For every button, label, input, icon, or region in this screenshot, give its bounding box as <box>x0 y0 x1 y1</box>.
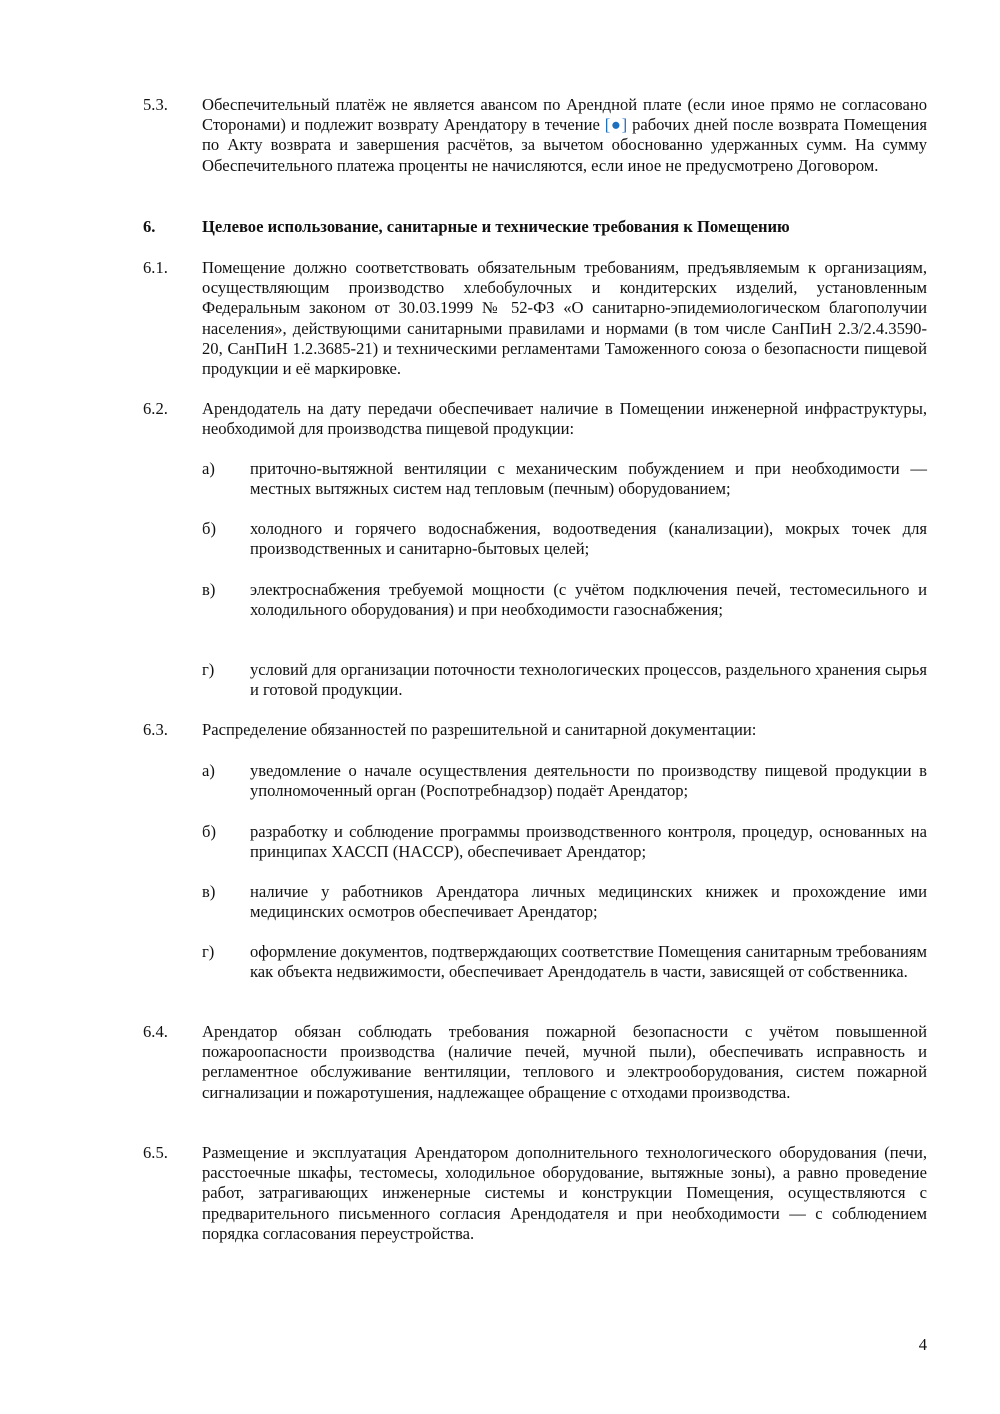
clause-number: 6.3. <box>143 720 168 739</box>
item-text: наличие у работников Арендатора личных медицинских книжек и прохождение ими медицинских осмотров обеспечивает Арендатор; <box>250 882 927 922</box>
clause-text: Помещение должно соответствовать обязательным требованиям, предъявляемым к организациям, осуществляющим производство хлебобулочных и кондитерских изделий, установленным Федеральным законом от 30.03.1999 № 52-ФЗ «О санитарно-эпидемиологическом благополучии населения», действующими санитарными правилами и нормами (в том числе СанПиН 2.3/2.4.3590-20, СанПиН 1.2.3685-21) и техническими регламентами Таможенного союза о безопасности пищевой продукции и её маркировке. <box>202 258 927 379</box>
list-item-6-3-b <box>202 822 927 862</box>
clause-text: Арендодатель на дату передачи обеспечивает наличие в Помещении инженерной инфраструктуры, необходимой для производства пищевой продукции: <box>202 399 927 439</box>
item-text: холодного и горячего водоснабжения, водоотведения (канализации), мокрых точек для производственных и санитарно-бытовых целей; <box>250 519 927 559</box>
clause-text: Обеспечительный платёж не является авансом по Арендной плате (если иное прямо не согласовано Сторонами) и подлежит возврату Арендатору в течение [●] рабочих дней после возврата Помещения по Акту возврата и завершения расчётов, за вычетом обоснованно удержанных сумм. На сумму Обеспечительного платежа проценты не начисляются, если иное не предусмотрено Договором. <box>202 95 928 175</box>
list-item-6-2-b <box>202 519 927 559</box>
clause-number: 6.5. <box>143 1143 168 1162</box>
item-letter: б) <box>202 519 216 538</box>
placeholder-days: [●] <box>604 115 628 135</box>
item-letter: г) <box>202 660 215 679</box>
clause-text: Распределение обязанностей по разрешительной и санитарной документации: <box>202 720 757 739</box>
section-number: 6. <box>143 217 156 236</box>
list-item-6-2-c <box>202 580 927 620</box>
item-text: приточно-вытяжной вентиляции с механическим побуждением и при необходимости — местных вытяжных систем над тепловым (печным) оборудованием; <box>250 459 927 499</box>
page-number: 4 <box>918 1335 927 1354</box>
clause-number: 5.3. <box>143 95 168 114</box>
clause-number: 6.4. <box>143 1022 168 1041</box>
list-item-6-2-a <box>202 459 927 499</box>
clause-text: Размещение и эксплуатация Арендатором дополнительного технологического оборудования (печи, расстоечные шкафы, тестомесы, холодильное оборудование, вытяжные зоны), а равно проведение работ, затрагивающих инженерные системы и конструкции Помещения, осуществляются с предварительного письменного согласия Арендодателя и при необходимости — с соблюдением порядка согласования переустройства. <box>202 1143 927 1243</box>
clause-text: Арендатор обязан соблюдать требования пожарной безопасности с учётом повышенной пожароопасности производства (наличие печей, мучной пыли), обеспечивать исправность и регламентное обслуживание вентиляции, теплового и электрооборудования, систем пожарной сигнализации и пожаротушения, надлежащее обращение с отходами производства. <box>202 1022 927 1102</box>
list-item-6-3-d <box>202 942 927 982</box>
clause-6-3 <box>143 720 927 740</box>
list-item-6-2-d <box>202 660 927 700</box>
item-letter: б) <box>202 822 216 841</box>
item-letter: в) <box>202 882 216 901</box>
list-item-6-3-a <box>202 761 927 801</box>
item-text: уведомление о начале осуществления деятельности по производству пищевой продукции в уполномоченный орган (Роспотребнадзор) подаёт Арендатор; <box>250 761 927 801</box>
clause-6-2 <box>143 399 927 439</box>
clause-6-1 <box>143 258 927 379</box>
clause-6-4 <box>143 1022 927 1103</box>
item-letter: в) <box>202 580 216 599</box>
item-text: разработку и соблюдение программы производственного контроля, процедур, основанных на принципах ХАССП (HACCP), обеспечивает Арендатор; <box>250 822 927 862</box>
section-title: Целевое использование, санитарные и технические требования к Помещению <box>202 217 790 236</box>
list-item-6-3-c <box>202 882 927 922</box>
item-letter: г) <box>202 942 215 961</box>
item-letter: а) <box>202 761 215 780</box>
clause-5-3 <box>143 95 927 176</box>
clause-number: 6.2. <box>143 399 168 418</box>
item-text: условий для организации поточности технологических процессов, раздельного хранения сырья и готовой продукции. <box>250 660 927 700</box>
item-text: электроснабжения требуемой мощности (с учётом подключения печей, тестомесильного и холодильного оборудования) и при необходимости газоснабжения; <box>250 580 927 620</box>
item-text: оформление документов, подтверждающих соответствие Помещения санитарным требованиям как объекта недвижимости, обеспечивает Арендодатель в части, зависящей от собственника. <box>250 942 927 982</box>
clause-number: 6.1. <box>143 258 168 277</box>
clause-6-5 <box>143 1143 927 1244</box>
section-6-heading <box>143 217 927 237</box>
item-letter: а) <box>202 459 215 478</box>
